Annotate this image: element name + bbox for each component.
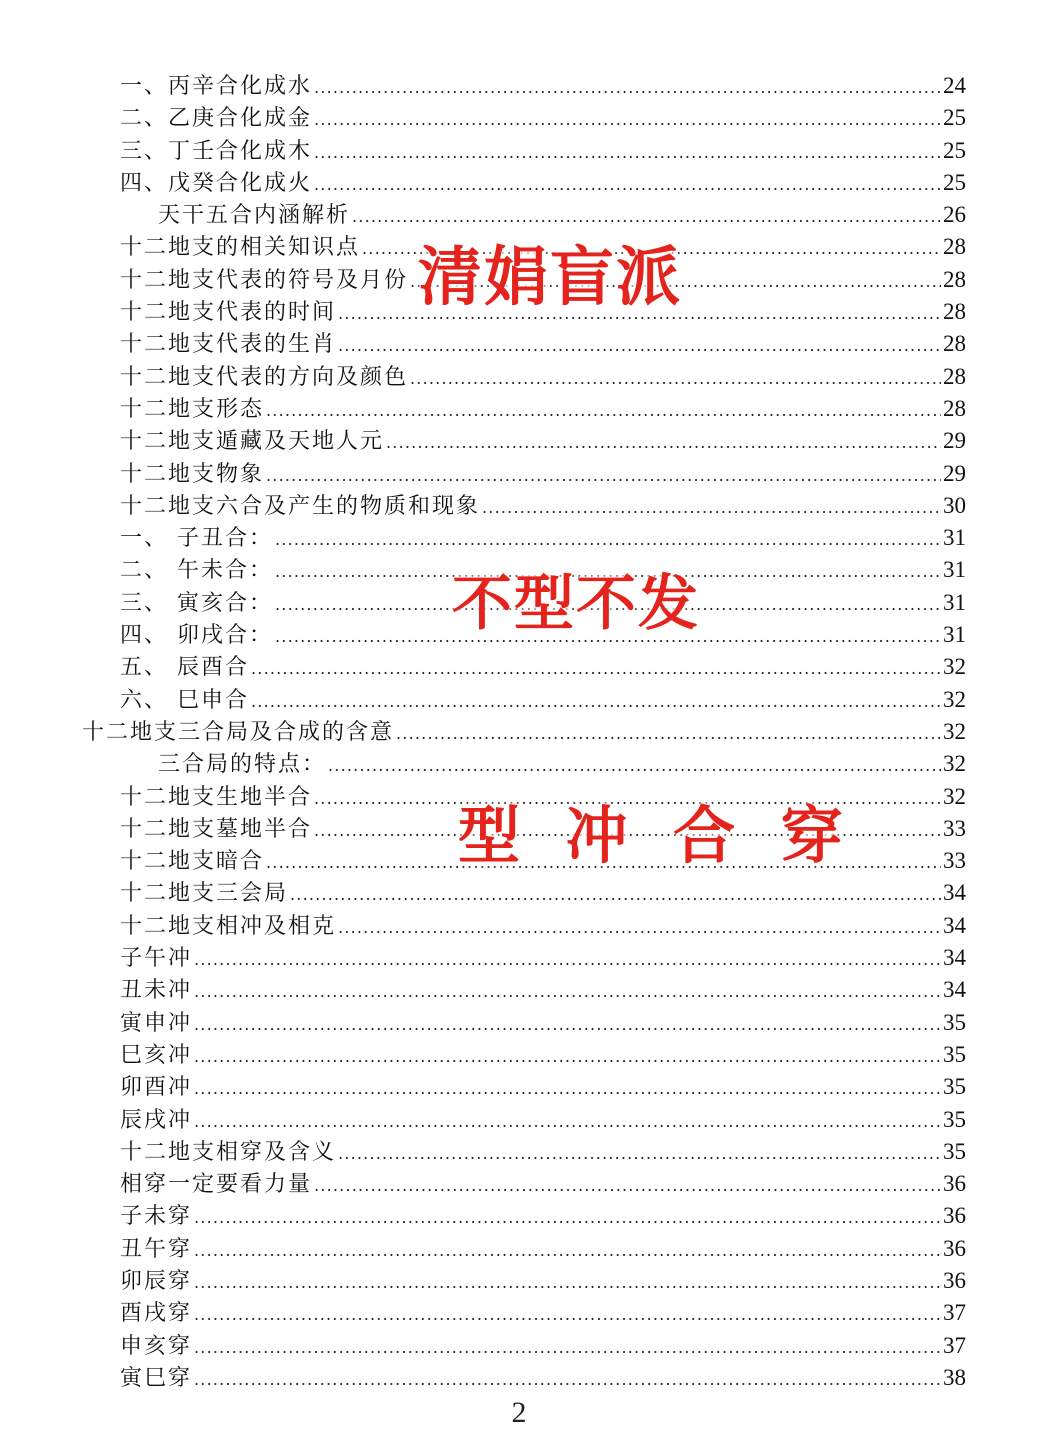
toc-entry-title: 酉戌穿 bbox=[120, 1301, 193, 1327]
toc-entry-title: 十二地支三合局及合成的含意 bbox=[82, 719, 395, 745]
toc-leader-dots bbox=[194, 1332, 941, 1364]
toc-entry-title: 十二地支墓地半合 bbox=[120, 816, 313, 842]
toc-entry[interactable] bbox=[0, 135, 1038, 167]
toc-entry-title: 十二地支暗合 bbox=[120, 849, 265, 875]
toc-entry-page-number: 35 bbox=[943, 1138, 966, 1164]
toc-entry[interactable] bbox=[0, 102, 1038, 134]
toc-leader-dots bbox=[338, 912, 941, 944]
toc-leader-dots bbox=[328, 750, 941, 782]
toc-entry[interactable] bbox=[0, 361, 1038, 393]
toc-leader-dots bbox=[482, 492, 941, 524]
toc-entry-page-number: 29 bbox=[943, 460, 966, 486]
toc-entry[interactable] bbox=[0, 910, 1038, 942]
toc-entry-page-number: 38 bbox=[943, 1364, 966, 1390]
toc-entry-page-number: 28 bbox=[943, 331, 966, 357]
toc-entry-title: 申亥穿 bbox=[120, 1333, 193, 1359]
toc-entry-page-number: 37 bbox=[943, 1332, 966, 1358]
toc-entry-title: 丑未冲 bbox=[120, 978, 193, 1004]
toc-entry[interactable] bbox=[0, 490, 1038, 522]
toc-entry-page-number: 26 bbox=[943, 202, 966, 228]
toc-leader-dots bbox=[266, 395, 941, 427]
toc-entry[interactable] bbox=[0, 328, 1038, 360]
toc-entry[interactable] bbox=[0, 942, 1038, 974]
toc-leader-dots bbox=[338, 330, 941, 362]
toc-entry-title: 二、乙庚合化成金 bbox=[120, 106, 313, 132]
toc-entry-title: 辰戌冲 bbox=[120, 1107, 193, 1133]
toc-entry[interactable] bbox=[0, 1007, 1038, 1039]
toc-entry-page-number: 32 bbox=[943, 783, 966, 809]
toc-entry-page-number: 36 bbox=[943, 1171, 966, 1197]
toc-entry-title: 三、 寅亥合： bbox=[120, 590, 273, 616]
toc-leader-dots bbox=[266, 460, 941, 492]
watermark-bottom: 型 冲 合 穿 bbox=[458, 799, 855, 872]
toc-leader-dots bbox=[314, 1170, 941, 1202]
toc-entry-page-number: 31 bbox=[943, 557, 966, 583]
toc-entry-title: 十二地支代表的符号及月份 bbox=[120, 267, 409, 293]
toc-leader-dots bbox=[396, 718, 941, 750]
toc-entry-title: 四、 卯戌合： bbox=[120, 623, 273, 649]
toc-entry-page-number: 35 bbox=[943, 1106, 966, 1132]
toc-entry-title: 巳亥冲 bbox=[120, 1042, 193, 1068]
toc-entry[interactable] bbox=[0, 877, 1038, 909]
toc-leader-dots bbox=[290, 879, 941, 911]
toc-leader-dots bbox=[194, 1235, 941, 1267]
toc-entry-title: 天干五合内涵解析 bbox=[158, 203, 351, 229]
toc-entry-page-number: 33 bbox=[943, 815, 966, 841]
toc-entry-title: 一、丙辛合化成水 bbox=[120, 74, 313, 99]
watermark-top: 清娟盲派 bbox=[418, 241, 682, 315]
toc-entry[interactable] bbox=[0, 684, 1038, 716]
toc-entry-page-number: 37 bbox=[943, 1300, 966, 1326]
toc-entry-page-number: 33 bbox=[943, 848, 966, 874]
toc-entry-page-number: 24 bbox=[943, 73, 966, 98]
toc-entry-page-number: 31 bbox=[943, 589, 966, 615]
toc-entry-page-number: 36 bbox=[943, 1203, 966, 1229]
toc-entry-page-number: 25 bbox=[943, 105, 966, 131]
toc-entry-title: 五、 辰酉合 bbox=[120, 655, 249, 681]
toc-entry[interactable] bbox=[0, 974, 1038, 1006]
toc-entry-page-number: 28 bbox=[943, 234, 966, 260]
toc-leader-dots bbox=[194, 976, 941, 1008]
toc-entry[interactable] bbox=[0, 651, 1038, 683]
toc-entry[interactable] bbox=[0, 1265, 1038, 1297]
toc-leader-dots bbox=[194, 1202, 941, 1234]
toc-entry[interactable] bbox=[0, 393, 1038, 425]
toc-entry-page-number: 28 bbox=[943, 299, 966, 325]
toc-leader-dots bbox=[386, 427, 941, 459]
toc-entry-title: 一、 子丑合： bbox=[120, 526, 273, 552]
toc-entry-title: 卯酉冲 bbox=[120, 1075, 193, 1101]
toc-entry-page-number: 34 bbox=[943, 945, 966, 971]
toc-entry-title: 子午冲 bbox=[120, 946, 193, 972]
toc-entry[interactable] bbox=[0, 70, 1038, 102]
toc-entry-page-number: 35 bbox=[943, 1074, 966, 1100]
toc-entry-page-number: 31 bbox=[943, 622, 966, 648]
toc-entry[interactable] bbox=[0, 1233, 1038, 1265]
page-number: 2 bbox=[511, 1396, 527, 1429]
toc-entry-title: 三合局的特点： bbox=[158, 752, 327, 778]
toc-entry-page-number: 34 bbox=[943, 912, 966, 938]
toc-entry-page-number: 32 bbox=[943, 686, 966, 712]
watermark-middle: 不型不发 bbox=[452, 569, 700, 639]
toc-entry-title: 寅申冲 bbox=[120, 1010, 193, 1036]
toc-entry-title: 相穿一定要看力量 bbox=[120, 1172, 313, 1198]
toc-entry[interactable] bbox=[0, 522, 1038, 554]
toc-entry[interactable] bbox=[0, 425, 1038, 457]
toc-leader-dots bbox=[194, 1106, 941, 1138]
toc-entry-page-number: 28 bbox=[943, 363, 966, 389]
toc-entry-page-number: 25 bbox=[943, 137, 966, 163]
toc-entry-title: 十二地支遁藏及天地人元 bbox=[120, 429, 385, 455]
toc-leader-dots bbox=[314, 137, 941, 169]
toc-entry[interactable] bbox=[0, 1136, 1038, 1168]
toc-entry-title: 十二地支形态 bbox=[120, 396, 265, 422]
toc-entry[interactable] bbox=[0, 1168, 1038, 1200]
toc-entry-title: 十二地支生地半合 bbox=[120, 784, 313, 810]
toc-entry-page-number: 34 bbox=[943, 977, 966, 1003]
toc-entry-page-number: 28 bbox=[943, 266, 966, 292]
toc-entry-page-number: 36 bbox=[943, 1267, 966, 1293]
toc-leader-dots bbox=[194, 1041, 941, 1073]
toc-entry-title: 六、 巳申合 bbox=[120, 687, 249, 713]
toc-entry-page-number: 29 bbox=[943, 428, 966, 454]
toc-entry[interactable] bbox=[0, 1330, 1038, 1362]
toc-leader-dots bbox=[251, 653, 941, 685]
toc-entry[interactable] bbox=[0, 748, 1038, 780]
toc-leader-dots bbox=[194, 1073, 941, 1105]
toc-entry-page-number: 35 bbox=[943, 1009, 966, 1035]
toc-entry[interactable] bbox=[0, 1104, 1038, 1136]
toc-entry-title: 三、丁壬合化成木 bbox=[120, 138, 313, 164]
toc-entry[interactable] bbox=[0, 716, 1038, 748]
toc-entry[interactable] bbox=[0, 1362, 1038, 1394]
toc-entry[interactable] bbox=[0, 1039, 1038, 1071]
toc-entry-page-number: 31 bbox=[943, 525, 966, 551]
toc-entry-page-number: 35 bbox=[943, 1041, 966, 1067]
toc-leader-dots bbox=[194, 1364, 941, 1396]
toc-leader-dots bbox=[194, 1267, 941, 1299]
toc-entry-title: 四、戊癸合化成火 bbox=[120, 170, 313, 196]
toc-entry-title: 十二地支物象 bbox=[120, 461, 265, 487]
toc-entry-title: 十二地支代表的生肖 bbox=[120, 332, 337, 358]
toc-entry-title: 卯辰穿 bbox=[120, 1268, 193, 1294]
toc-leader-dots bbox=[251, 686, 941, 718]
toc-entry-title: 十二地支六合及产生的物质和现象 bbox=[120, 493, 481, 519]
toc-entry-title: 子未穿 bbox=[120, 1204, 193, 1230]
toc-leader-dots bbox=[314, 104, 941, 136]
toc-entry-page-number: 25 bbox=[943, 169, 966, 195]
toc-entry-title: 十二地支相冲及相克 bbox=[120, 913, 337, 939]
toc-leader-dots bbox=[314, 72, 941, 104]
toc-entry-title: 十二地支的相关知识点 bbox=[120, 235, 361, 261]
toc-entry[interactable] bbox=[0, 458, 1038, 490]
toc-entry-page-number: 34 bbox=[943, 880, 966, 906]
toc-leader-dots bbox=[194, 944, 941, 976]
toc-leader-dots bbox=[275, 524, 941, 556]
toc-entry-title: 二、 午未合： bbox=[120, 558, 273, 584]
toc-leader-dots bbox=[194, 1299, 941, 1331]
toc-entry-title: 寅巳穿 bbox=[120, 1365, 193, 1391]
toc-entry-title: 丑午穿 bbox=[120, 1236, 193, 1262]
toc-entry[interactable] bbox=[0, 1200, 1038, 1232]
toc-leader-dots bbox=[194, 1009, 941, 1041]
toc-leader-dots bbox=[410, 363, 941, 395]
toc-entry-page-number: 32 bbox=[943, 751, 966, 777]
toc-entry[interactable] bbox=[0, 1297, 1038, 1329]
toc-entry-page-number: 28 bbox=[943, 395, 966, 421]
toc-entry-title: 十二地支代表的时间 bbox=[120, 300, 337, 326]
toc-leader-dots bbox=[314, 169, 941, 201]
toc-entry[interactable] bbox=[0, 1071, 1038, 1103]
toc-entry-page-number: 32 bbox=[943, 718, 966, 744]
toc-entry-title: 十二地支代表的方向及颜色 bbox=[120, 364, 409, 390]
toc-entry-title: 十二地支三会局 bbox=[120, 881, 289, 907]
toc-entry-page-number: 32 bbox=[943, 654, 966, 680]
toc-entry[interactable] bbox=[0, 167, 1038, 199]
toc-entry-page-number: 36 bbox=[943, 1235, 966, 1261]
toc-entry-page-number: 30 bbox=[943, 492, 966, 518]
toc-entry-title: 十二地支相穿及含义 bbox=[120, 1139, 337, 1165]
toc-leader-dots bbox=[338, 1138, 941, 1170]
